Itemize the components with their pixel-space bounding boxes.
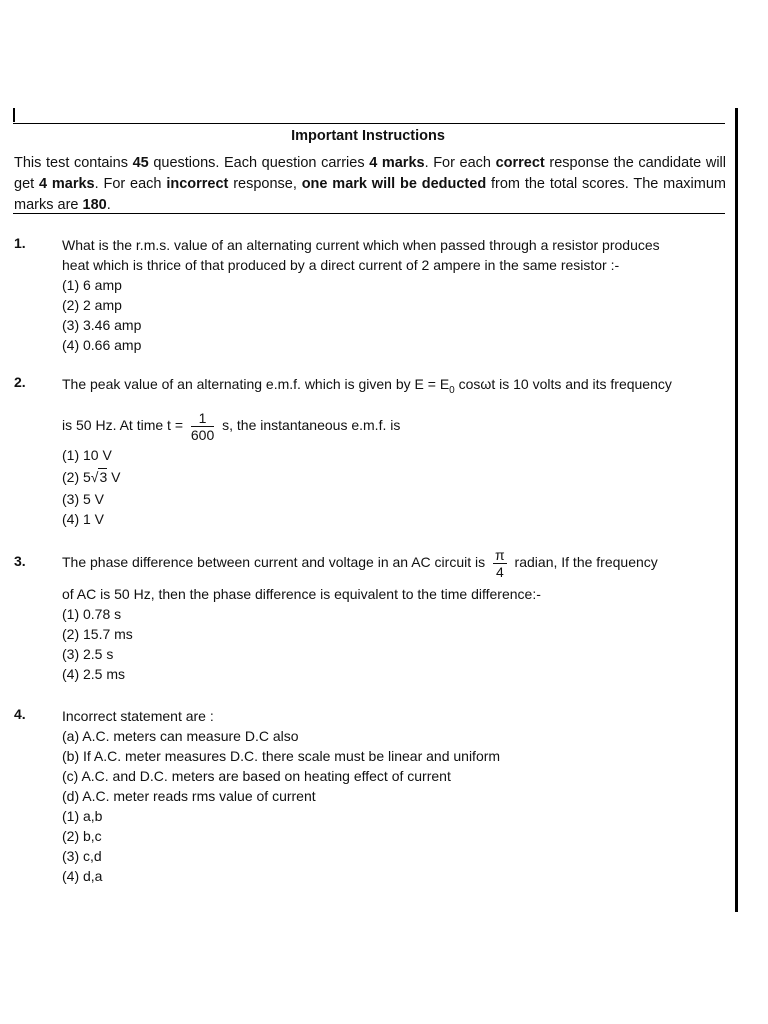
statement-item: (a) A.C. meters can measure D.C also — [62, 728, 299, 744]
answer-option: (3) 2.5 s — [62, 646, 114, 662]
fraction: $\frac{1}{600}$ — [190, 409, 215, 443]
question-number: 1. — [14, 235, 26, 251]
answer-option: (3) c,d — [62, 848, 102, 864]
question-text-line: heat which is thrice of that produced by a direct current of 2 ampere in the same resistor :- — [62, 257, 620, 273]
answer-option: (2) 2 amp — [62, 297, 122, 313]
question-text-line: of AC is 50 Hz, then the phase difference is equivalent to the time difference:- — [62, 586, 541, 602]
answer-option: (3) 5 V — [62, 490, 105, 507]
answer-option: (4) 0.66 amp — [62, 337, 142, 353]
answer-option: (3) 3.46 amp — [62, 317, 142, 333]
page-right-border — [735, 108, 738, 912]
instructions-text: This test contains 45 questions. Each question carries 4 marks. For each correct response the candidate will get 4 marks. For each incorrect response, one mark will be deducted from the total scores. The maximum marks are 180. — [14, 155, 726, 213]
answer-option: (2) 5√3 V — [62, 468, 121, 485]
header-bottom-rule — [13, 213, 725, 214]
answer-option: (4) 2.5 ms — [62, 666, 126, 682]
question-number: 4. — [14, 706, 26, 722]
fraction: $\frac{\pi}{4}$ — [495, 546, 505, 580]
question-text-line: The phase difference between current and voltage in an AC circuit is $\frac{\pi}{4}$ radian, If the frequency — [62, 546, 658, 580]
answer-option: (1) a,b — [62, 808, 103, 824]
question-text-line: What is the r.m.s. value of an alternating current which when passed through a resistor produces — [62, 237, 660, 253]
answer-option: (2) 15.7 ms — [62, 626, 133, 642]
statement-item: (d) A.C. meter reads rms value of current — [62, 788, 316, 804]
header-top-rule — [13, 123, 725, 124]
statement-item: (b) If A.C. meter measures D.C. there scale must be linear and uniform — [62, 748, 501, 764]
question-number: 2. — [14, 374, 26, 390]
question-text-line: is 50 Hz. At time t = $\frac{1}{600}$ s, the instantaneous e.m.f. is — [62, 409, 401, 443]
answer-option: (1) 10 V — [62, 446, 112, 463]
page-left-border — [13, 108, 15, 122]
instructions-title: Important Instructions — [291, 128, 445, 144]
answer-option: (1) 0.78 s — [62, 606, 122, 622]
answer-option: (4) 1 V — [62, 510, 105, 527]
question-number: 3. — [14, 553, 26, 569]
statement-item: (c) A.C. and D.C. meters are based on heating effect of current — [62, 768, 451, 784]
question-stem: Incorrect statement are : — [62, 708, 214, 724]
answer-option: (2) b,c — [62, 828, 102, 844]
answer-option: (4) d,a — [62, 868, 103, 884]
question-text-line: The peak value of an alternating e.m.f. which is given by $E = E_0$ cosωt is 10 volts and its frequency — [62, 376, 672, 396]
answer-option: (1) 6 amp — [62, 277, 122, 293]
